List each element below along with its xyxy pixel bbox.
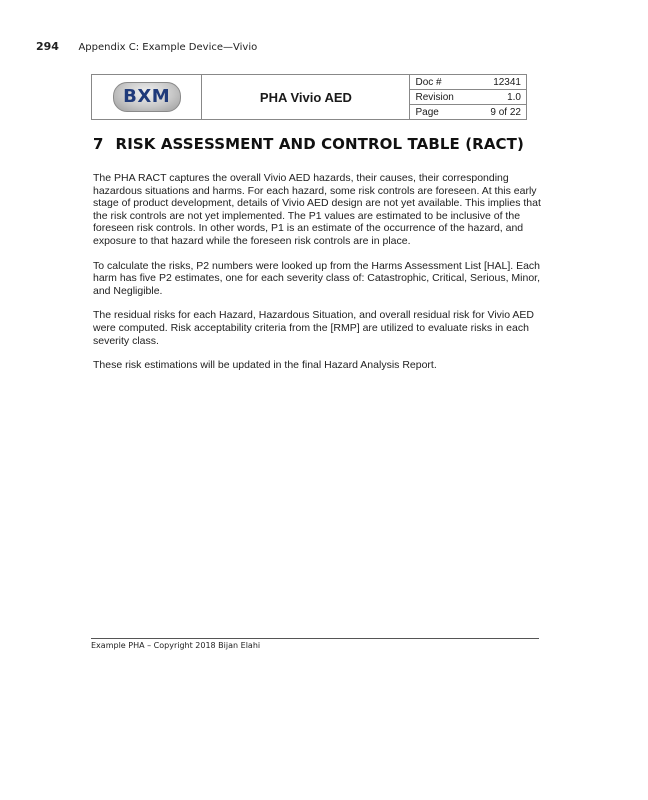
- footer-rule: [91, 638, 539, 639]
- meta-label: Revision: [410, 90, 473, 105]
- section-title: RISK ASSESSMENT AND CONTROL TABLE (RACT): [115, 135, 524, 153]
- paragraph: These risk estimations will be updated in the final Hazard Analysis Report.: [93, 359, 437, 372]
- section-number: 7: [93, 135, 104, 153]
- meta-row-doc-number: [410, 75, 526, 90]
- document-meta-cell: [410, 75, 527, 120]
- section-heading: [93, 135, 524, 153]
- document-header-table: [91, 74, 527, 120]
- body-text: [93, 172, 541, 384]
- paragraph: The PHA RACT captures the overall Vivio AED hazards, their causes, their corresponding hazardous situations and harms. For each hazard, some risk controls are foreseen. At this early stage of product development, details of Vivio AED design are not yet available. This implies that the risk controls are not yet implemented. The P1 values are estimated to be inclusive of the foreseen risk controls. In other words, P1 is an estimate of the occurrence of the hazard, and exposure to that hazard while the foreseen risk controls are in place.: [93, 172, 541, 247]
- meta-value: 9 of 22: [490, 106, 521, 118]
- paragraph: To calculate the risks, P2 numbers were looked up from the Harms Assessment List [HAL]. Each harm has five P2 estimates, one for each severity class of: Catastrophic, Critical, Serious, Minor, and Negligible.: [93, 259, 541, 297]
- meta-value: 1.0: [473, 90, 526, 105]
- meta-label: Page: [415, 106, 439, 118]
- meta-value: 12341: [473, 75, 526, 90]
- running-header: [36, 40, 257, 53]
- bxm-logo: BXM: [113, 82, 181, 112]
- meta-label: Doc #: [410, 75, 473, 90]
- meta-row-page: [410, 105, 526, 120]
- logo-cell: [92, 75, 202, 120]
- document-meta-table: [410, 75, 526, 119]
- document-name: PHA Vivio AED: [202, 75, 410, 120]
- meta-row-revision: [410, 90, 526, 105]
- page-number: 294: [36, 40, 59, 53]
- paragraph: The residual risks for each Hazard, Hazardous Situation, and overall residual risk for Vivio AED were computed. Risk acceptability criteria from the [RMP] are utilized to evaluate risks in each severity class.: [93, 309, 535, 347]
- running-header-title: Appendix C: Example Device—Vivio: [78, 42, 258, 53]
- footer-text: Example PHA – Copyright 2018 Bijan Elahi: [91, 641, 261, 650]
